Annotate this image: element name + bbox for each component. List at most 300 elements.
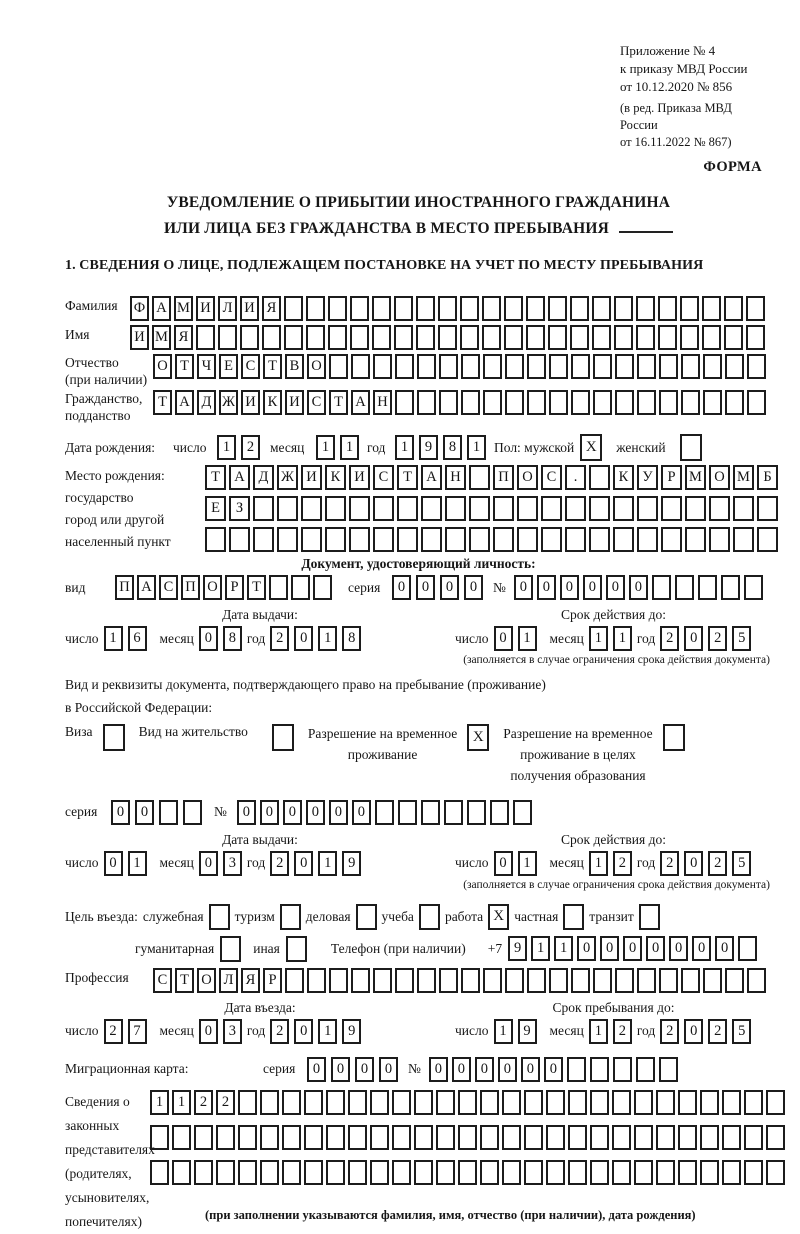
char-cell[interactable]: 2	[613, 851, 632, 876]
char-cell[interactable]	[661, 496, 682, 521]
char-cell[interactable]	[700, 1160, 719, 1185]
char-cell[interactable]: А	[229, 465, 250, 490]
char-cell[interactable]	[370, 1090, 389, 1115]
char-cell[interactable]	[326, 1090, 345, 1115]
char-cell[interactable]	[505, 968, 524, 993]
char-cell[interactable]	[262, 325, 281, 350]
char-cell[interactable]: Я	[174, 325, 193, 350]
char-cell[interactable]	[436, 1125, 455, 1150]
char-cell[interactable]	[205, 527, 226, 552]
char-cell[interactable]	[291, 575, 310, 600]
char-cell[interactable]	[439, 354, 458, 379]
char-cell[interactable]: 0	[577, 936, 596, 961]
char-cell[interactable]	[571, 354, 590, 379]
char-cell[interactable]: С	[159, 575, 178, 600]
char-cell[interactable]	[593, 354, 612, 379]
char-cell[interactable]: 2	[613, 1019, 632, 1044]
char-cell[interactable]	[685, 496, 706, 521]
char-cell[interactable]	[766, 1125, 785, 1150]
char-cell[interactable]	[702, 325, 721, 350]
char-cell[interactable]	[350, 296, 369, 321]
char-cell[interactable]	[517, 496, 538, 521]
char-cell[interactable]: 0	[715, 936, 734, 961]
char-cell[interactable]	[260, 1160, 279, 1185]
purpose-private-checkbox[interactable]	[563, 904, 584, 930]
char-cell[interactable]	[656, 1160, 675, 1185]
char-cell[interactable]: 1	[613, 626, 632, 651]
char-cell[interactable]	[589, 465, 610, 490]
char-cell[interactable]: 0	[623, 936, 642, 961]
char-cell[interactable]: 0	[669, 936, 688, 961]
char-cell[interactable]: 2	[660, 626, 679, 651]
char-cell[interactable]	[238, 1125, 257, 1150]
char-cell[interactable]: 9	[508, 936, 527, 961]
char-cell[interactable]: О	[203, 575, 222, 600]
char-cell[interactable]	[469, 527, 490, 552]
purpose-official-checkbox[interactable]	[209, 904, 230, 930]
char-cell[interactable]: М	[685, 465, 706, 490]
char-cell[interactable]: Ж	[277, 465, 298, 490]
char-cell[interactable]: 7	[128, 1019, 147, 1044]
char-cell[interactable]	[260, 1125, 279, 1150]
char-cell[interactable]: О	[197, 968, 216, 993]
char-cell[interactable]: А	[152, 296, 171, 321]
char-cell[interactable]	[541, 496, 562, 521]
char-cell[interactable]: 1	[589, 851, 608, 876]
char-cell[interactable]	[397, 527, 418, 552]
char-cell[interactable]	[304, 1125, 323, 1150]
char-cell[interactable]: Т	[205, 465, 226, 490]
char-cell[interactable]	[722, 1125, 741, 1150]
char-cell[interactable]	[493, 527, 514, 552]
char-cell[interactable]	[490, 800, 509, 825]
char-cell[interactable]	[614, 296, 633, 321]
char-cell[interactable]: 0	[560, 575, 579, 600]
char-cell[interactable]	[593, 968, 612, 993]
char-cell[interactable]	[172, 1160, 191, 1185]
char-cell[interactable]	[546, 1160, 565, 1185]
char-cell[interactable]: 5	[732, 626, 751, 651]
char-cell[interactable]	[372, 325, 391, 350]
char-cell[interactable]: 1	[494, 1019, 513, 1044]
char-cell[interactable]: 1	[318, 851, 337, 876]
char-cell[interactable]: 2	[270, 1019, 289, 1044]
char-cell[interactable]	[370, 1125, 389, 1150]
char-cell[interactable]	[747, 390, 766, 415]
char-cell[interactable]: 0	[331, 1057, 350, 1082]
char-cell[interactable]: 9	[518, 1019, 537, 1044]
char-cell[interactable]	[504, 296, 523, 321]
char-cell[interactable]: Н	[373, 390, 392, 415]
char-cell[interactable]	[678, 1090, 697, 1115]
char-cell[interactable]: 2	[241, 435, 260, 460]
char-cell[interactable]: 1	[531, 936, 550, 961]
char-cell[interactable]: 8	[342, 626, 361, 651]
char-cell[interactable]: 2	[270, 626, 289, 651]
char-cell[interactable]	[526, 296, 545, 321]
char-cell[interactable]	[571, 968, 590, 993]
char-cell[interactable]: Е	[205, 496, 226, 521]
char-cell[interactable]: 0	[306, 800, 325, 825]
char-cell[interactable]: С	[307, 390, 326, 415]
char-cell[interactable]	[637, 354, 656, 379]
char-cell[interactable]: 0	[684, 1019, 703, 1044]
char-cell[interactable]: П	[115, 575, 134, 600]
char-cell[interactable]	[675, 575, 694, 600]
char-cell[interactable]: Ж	[219, 390, 238, 415]
char-cell[interactable]: С	[541, 465, 562, 490]
char-cell[interactable]: Ч	[197, 354, 216, 379]
char-cell[interactable]	[392, 1160, 411, 1185]
char-cell[interactable]: Т	[175, 354, 194, 379]
char-cell[interactable]: И	[240, 296, 259, 321]
char-cell[interactable]	[348, 1125, 367, 1150]
char-cell[interactable]	[373, 527, 394, 552]
char-cell[interactable]	[260, 1090, 279, 1115]
char-cell[interactable]	[469, 496, 490, 521]
char-cell[interactable]	[634, 1125, 653, 1150]
char-cell[interactable]	[659, 390, 678, 415]
char-cell[interactable]	[301, 496, 322, 521]
char-cell[interactable]: А	[137, 575, 156, 600]
char-cell[interactable]	[738, 936, 757, 961]
char-cell[interactable]	[505, 390, 524, 415]
char-cell[interactable]	[709, 527, 730, 552]
char-cell[interactable]: Т	[329, 390, 348, 415]
char-cell[interactable]: 0	[629, 575, 648, 600]
char-cell[interactable]: Т	[397, 465, 418, 490]
char-cell[interactable]	[656, 1090, 675, 1115]
char-cell[interactable]: П	[493, 465, 514, 490]
char-cell[interactable]	[681, 390, 700, 415]
purpose-other-checkbox[interactable]	[286, 936, 307, 962]
char-cell[interactable]: 0	[294, 851, 313, 876]
char-cell[interactable]: 1	[318, 626, 337, 651]
char-cell[interactable]: Т	[263, 354, 282, 379]
char-cell[interactable]	[541, 527, 562, 552]
char-cell[interactable]	[172, 1125, 191, 1150]
char-cell[interactable]	[549, 968, 568, 993]
char-cell[interactable]: 1	[128, 851, 147, 876]
char-cell[interactable]	[615, 390, 634, 415]
char-cell[interactable]	[229, 527, 250, 552]
char-cell[interactable]	[766, 1090, 785, 1115]
char-cell[interactable]	[414, 1090, 433, 1115]
char-cell[interactable]	[183, 800, 202, 825]
char-cell[interactable]	[546, 1090, 565, 1115]
char-cell[interactable]: А	[175, 390, 194, 415]
char-cell[interactable]: Ф	[130, 296, 149, 321]
char-cell[interactable]: 1	[217, 435, 236, 460]
char-cell[interactable]: 0	[475, 1057, 494, 1082]
char-cell[interactable]	[480, 1125, 499, 1150]
char-cell[interactable]	[527, 354, 546, 379]
char-cell[interactable]	[458, 1090, 477, 1115]
char-cell[interactable]: И	[241, 390, 260, 415]
char-cell[interactable]	[681, 968, 700, 993]
char-cell[interactable]	[306, 325, 325, 350]
char-cell[interactable]	[568, 1125, 587, 1150]
char-cell[interactable]	[678, 1160, 697, 1185]
char-cell[interactable]	[240, 325, 259, 350]
char-cell[interactable]	[282, 1090, 301, 1115]
char-cell[interactable]: 8	[443, 435, 462, 460]
char-cell[interactable]: О	[307, 354, 326, 379]
char-cell[interactable]: 0	[494, 626, 513, 651]
char-cell[interactable]	[590, 1125, 609, 1150]
char-cell[interactable]	[702, 296, 721, 321]
char-cell[interactable]: 0	[104, 851, 123, 876]
char-cell[interactable]	[483, 354, 502, 379]
char-cell[interactable]: Р	[263, 968, 282, 993]
char-cell[interactable]: Я	[262, 296, 281, 321]
char-cell[interactable]	[460, 325, 479, 350]
char-cell[interactable]	[373, 354, 392, 379]
char-cell[interactable]: 5	[732, 1019, 751, 1044]
char-cell[interactable]	[636, 325, 655, 350]
char-cell[interactable]	[445, 527, 466, 552]
char-cell[interactable]	[461, 390, 480, 415]
char-cell[interactable]: 0	[111, 800, 130, 825]
char-cell[interactable]	[517, 527, 538, 552]
char-cell[interactable]: З	[229, 496, 250, 521]
char-cell[interactable]	[524, 1160, 543, 1185]
char-cell[interactable]	[680, 325, 699, 350]
char-cell[interactable]	[458, 1160, 477, 1185]
char-cell[interactable]: 2	[216, 1090, 235, 1115]
char-cell[interactable]	[194, 1160, 213, 1185]
char-cell[interactable]	[328, 296, 347, 321]
char-cell[interactable]	[613, 496, 634, 521]
char-cell[interactable]	[747, 354, 766, 379]
char-cell[interactable]: И	[349, 465, 370, 490]
char-cell[interactable]	[593, 390, 612, 415]
char-cell[interactable]	[482, 296, 501, 321]
char-cell[interactable]	[637, 390, 656, 415]
char-cell[interactable]	[746, 296, 765, 321]
char-cell[interactable]	[414, 1125, 433, 1150]
char-cell[interactable]	[349, 496, 370, 521]
char-cell[interactable]: 1	[467, 435, 486, 460]
char-cell[interactable]	[637, 527, 658, 552]
char-cell[interactable]	[304, 1160, 323, 1185]
char-cell[interactable]	[392, 1090, 411, 1115]
char-cell[interactable]	[590, 1090, 609, 1115]
char-cell[interactable]	[253, 527, 274, 552]
char-cell[interactable]	[589, 496, 610, 521]
char-cell[interactable]: А	[421, 465, 442, 490]
char-cell[interactable]: 0	[294, 1019, 313, 1044]
char-cell[interactable]	[733, 527, 754, 552]
char-cell[interactable]	[480, 1160, 499, 1185]
char-cell[interactable]	[325, 496, 346, 521]
char-cell[interactable]	[725, 354, 744, 379]
char-cell[interactable]: К	[613, 465, 634, 490]
char-cell[interactable]: 1	[318, 1019, 337, 1044]
char-cell[interactable]	[721, 575, 740, 600]
char-cell[interactable]	[659, 968, 678, 993]
char-cell[interactable]	[394, 296, 413, 321]
char-cell[interactable]: 2	[708, 1019, 727, 1044]
char-cell[interactable]: 0	[684, 626, 703, 651]
char-cell[interactable]: 2	[104, 1019, 123, 1044]
char-cell[interactable]: 0	[379, 1057, 398, 1082]
char-cell[interactable]	[348, 1090, 367, 1115]
char-cell[interactable]	[483, 968, 502, 993]
char-cell[interactable]	[502, 1090, 521, 1115]
char-cell[interactable]	[482, 325, 501, 350]
char-cell[interactable]: К	[263, 390, 282, 415]
char-cell[interactable]	[615, 968, 634, 993]
temp-residence-checkbox[interactable]: X	[467, 724, 489, 751]
char-cell[interactable]	[313, 575, 332, 600]
char-cell[interactable]	[548, 296, 567, 321]
char-cell[interactable]	[416, 325, 435, 350]
char-cell[interactable]: 0	[537, 575, 556, 600]
char-cell[interactable]	[725, 390, 744, 415]
char-cell[interactable]	[351, 968, 370, 993]
char-cell[interactable]	[417, 354, 436, 379]
char-cell[interactable]	[613, 527, 634, 552]
char-cell[interactable]	[722, 1090, 741, 1115]
char-cell[interactable]: Л	[218, 296, 237, 321]
char-cell[interactable]	[395, 968, 414, 993]
char-cell[interactable]: М	[733, 465, 754, 490]
char-cell[interactable]	[744, 575, 763, 600]
char-cell[interactable]: 0	[600, 936, 619, 961]
char-cell[interactable]	[590, 1057, 609, 1082]
char-cell[interactable]	[680, 296, 699, 321]
char-cell[interactable]	[685, 527, 706, 552]
char-cell[interactable]	[659, 1057, 678, 1082]
char-cell[interactable]	[392, 1125, 411, 1150]
char-cell[interactable]: 1	[589, 1019, 608, 1044]
char-cell[interactable]	[306, 296, 325, 321]
char-cell[interactable]	[636, 296, 655, 321]
char-cell[interactable]	[524, 1090, 543, 1115]
char-cell[interactable]: 2	[708, 851, 727, 876]
char-cell[interactable]	[565, 527, 586, 552]
char-cell[interactable]	[757, 496, 778, 521]
char-cell[interactable]	[504, 325, 523, 350]
char-cell[interactable]	[348, 1160, 367, 1185]
char-cell[interactable]	[394, 325, 413, 350]
char-cell[interactable]	[724, 325, 743, 350]
char-cell[interactable]	[634, 1090, 653, 1115]
char-cell[interactable]: Д	[197, 390, 216, 415]
char-cell[interactable]: Т	[175, 968, 194, 993]
char-cell[interactable]: У	[637, 465, 658, 490]
char-cell[interactable]: 0	[392, 575, 411, 600]
char-cell[interactable]: 5	[732, 851, 751, 876]
char-cell[interactable]	[571, 390, 590, 415]
char-cell[interactable]	[159, 800, 178, 825]
char-cell[interactable]	[493, 496, 514, 521]
char-cell[interactable]	[461, 354, 480, 379]
char-cell[interactable]	[282, 1160, 301, 1185]
char-cell[interactable]	[438, 325, 457, 350]
char-cell[interactable]	[460, 296, 479, 321]
char-cell[interactable]	[196, 325, 215, 350]
char-cell[interactable]	[658, 325, 677, 350]
char-cell[interactable]	[527, 390, 546, 415]
char-cell[interactable]	[612, 1090, 631, 1115]
purpose-humanitarian-checkbox[interactable]	[220, 936, 241, 962]
char-cell[interactable]: О	[517, 465, 538, 490]
char-cell[interactable]: В	[285, 354, 304, 379]
char-cell[interactable]	[483, 390, 502, 415]
char-cell[interactable]: 0	[307, 1057, 326, 1082]
char-cell[interactable]	[421, 527, 442, 552]
char-cell[interactable]	[461, 968, 480, 993]
char-cell[interactable]	[636, 1057, 655, 1082]
char-cell[interactable]: А	[351, 390, 370, 415]
char-cell[interactable]: 2	[660, 851, 679, 876]
char-cell[interactable]	[277, 496, 298, 521]
char-cell[interactable]: 9	[342, 851, 361, 876]
char-cell[interactable]: 0	[606, 575, 625, 600]
char-cell[interactable]: Б	[757, 465, 778, 490]
purpose-transit-checkbox[interactable]	[639, 904, 660, 930]
char-cell[interactable]	[709, 496, 730, 521]
char-cell[interactable]	[329, 354, 348, 379]
char-cell[interactable]	[612, 1160, 631, 1185]
char-cell[interactable]	[698, 575, 717, 600]
char-cell[interactable]	[567, 1057, 586, 1082]
char-cell[interactable]	[253, 496, 274, 521]
char-cell[interactable]	[744, 1090, 763, 1115]
char-cell[interactable]	[570, 325, 589, 350]
char-cell[interactable]	[744, 1125, 763, 1150]
char-cell[interactable]: Л	[219, 968, 238, 993]
char-cell[interactable]: 0	[440, 575, 459, 600]
char-cell[interactable]	[700, 1125, 719, 1150]
char-cell[interactable]	[637, 968, 656, 993]
char-cell[interactable]	[284, 325, 303, 350]
char-cell[interactable]: 2	[708, 626, 727, 651]
char-cell[interactable]: 2	[270, 851, 289, 876]
char-cell[interactable]	[436, 1160, 455, 1185]
char-cell[interactable]	[724, 296, 743, 321]
char-cell[interactable]	[417, 968, 436, 993]
char-cell[interactable]	[527, 968, 546, 993]
char-cell[interactable]: 1	[554, 936, 573, 961]
purpose-business-checkbox[interactable]	[356, 904, 377, 930]
char-cell[interactable]: О	[709, 465, 730, 490]
char-cell[interactable]: С	[241, 354, 260, 379]
char-cell[interactable]	[546, 1125, 565, 1150]
char-cell[interactable]: 1	[340, 435, 359, 460]
char-cell[interactable]	[458, 1125, 477, 1150]
char-cell[interactable]	[304, 1090, 323, 1115]
char-cell[interactable]	[370, 1160, 389, 1185]
char-cell[interactable]	[349, 527, 370, 552]
char-cell[interactable]	[549, 390, 568, 415]
char-cell[interactable]: 0	[429, 1057, 448, 1082]
char-cell[interactable]	[513, 800, 532, 825]
char-cell[interactable]: 1	[104, 626, 123, 651]
purpose-tourism-checkbox[interactable]	[280, 904, 301, 930]
char-cell[interactable]: Р	[661, 465, 682, 490]
char-cell[interactable]: 0	[260, 800, 279, 825]
char-cell[interactable]: О	[153, 354, 172, 379]
char-cell[interactable]: 1	[316, 435, 335, 460]
char-cell[interactable]: И	[130, 325, 149, 350]
char-cell[interactable]	[658, 296, 677, 321]
char-cell[interactable]	[325, 527, 346, 552]
char-cell[interactable]	[613, 1057, 632, 1082]
char-cell[interactable]: 0	[352, 800, 371, 825]
